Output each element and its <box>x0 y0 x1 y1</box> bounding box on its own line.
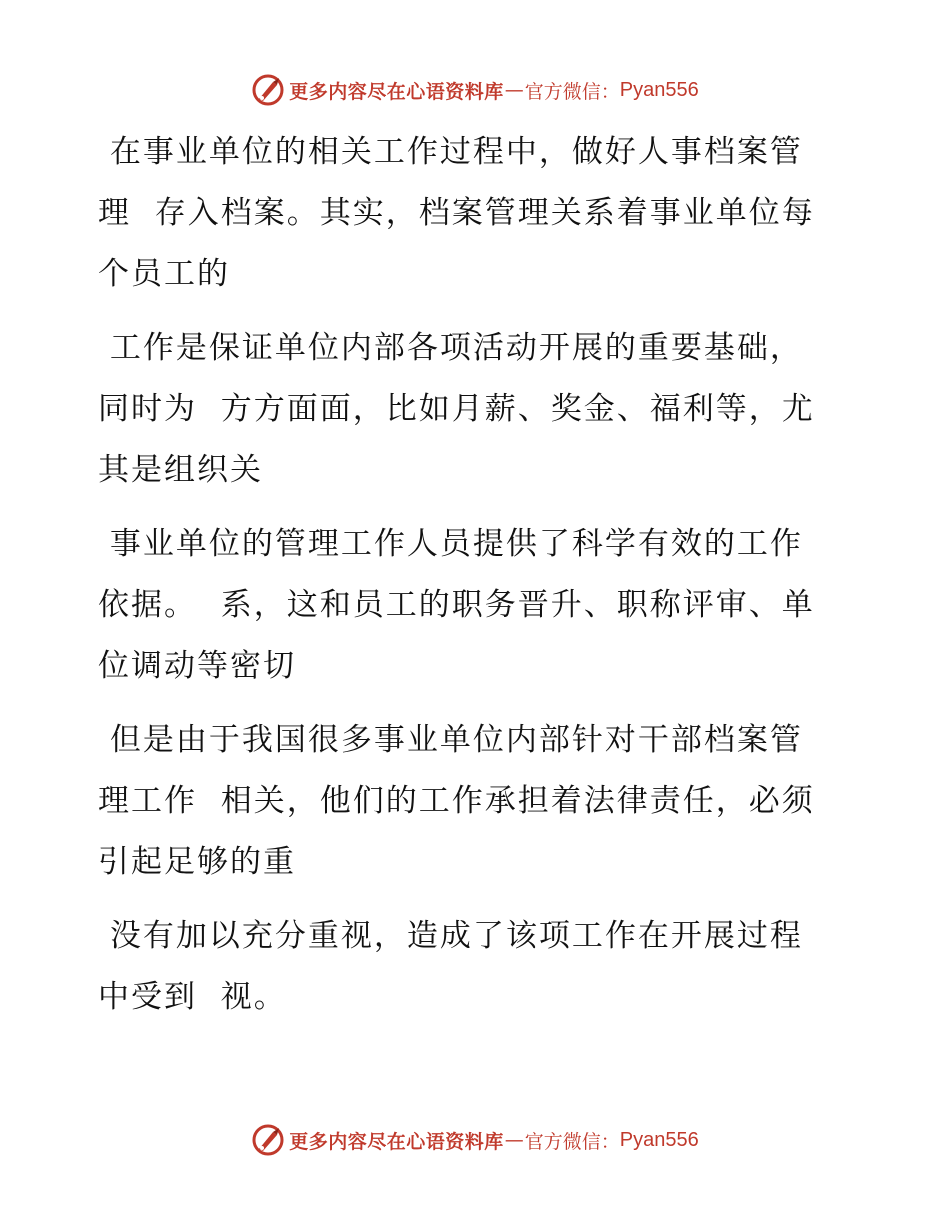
document-body <box>98 122 838 1041</box>
text-line: 没有加以充分重视，造成了该项工作在开展过程 <box>98 918 803 954</box>
paragraph <box>98 514 838 697</box>
text-line: 依据。 系，这和员工的职务晋升、职称评审、单 <box>98 587 815 623</box>
text-line: 工作是保证单位内部各项活动开展的重要基础， <box>98 330 803 366</box>
text-line: 事业单位的管理工作人员提供了科学有效的工作 <box>98 526 803 562</box>
quill-logo-icon <box>251 1123 285 1157</box>
banner-brand-text: 更多内容尽在心语资料库 <box>289 80 504 103</box>
banner-dash: — <box>504 79 524 101</box>
banner-wechat-label: 官方微信： <box>524 80 620 103</box>
banner-wechat-id: Pyan556 <box>619 1128 699 1151</box>
banner-brand-text: 更多内容尽在心语资料库 <box>289 1130 504 1153</box>
text-line: 同时为 方方面面，比如月薪、奖金、福利等，尤 <box>98 391 815 427</box>
text-line: 在事业单位的相关工作过程中，做好人事档案管 <box>98 134 803 170</box>
paragraph <box>98 122 838 305</box>
text-line: 理 存入档案。其实，档案管理关系着事业单位每 <box>98 195 815 231</box>
paragraph <box>98 318 838 501</box>
banner-wechat-id: Pyan556 <box>619 78 699 101</box>
text-line: 理工作 相关，他们的工作承担着法律责任，必须 <box>98 783 815 819</box>
quill-logo-icon <box>251 73 285 107</box>
text-line: 但是由于我国很多事业单位内部针对干部档案管 <box>98 722 803 758</box>
text-line: 位调动等密切 <box>98 648 296 684</box>
text-line: 个员工的 <box>98 256 230 292</box>
footer-banner <box>0 1120 950 1160</box>
header-banner <box>0 70 950 110</box>
paragraph <box>98 906 838 1028</box>
text-line: 中受到 视。 <box>98 979 287 1015</box>
text-line: 其是组织关 <box>98 452 263 488</box>
banner-wechat-label: 官方微信： <box>524 1130 620 1153</box>
paragraph <box>98 710 838 893</box>
text-line: 引起足够的重 <box>98 844 296 880</box>
banner-dash: — <box>504 1129 524 1151</box>
